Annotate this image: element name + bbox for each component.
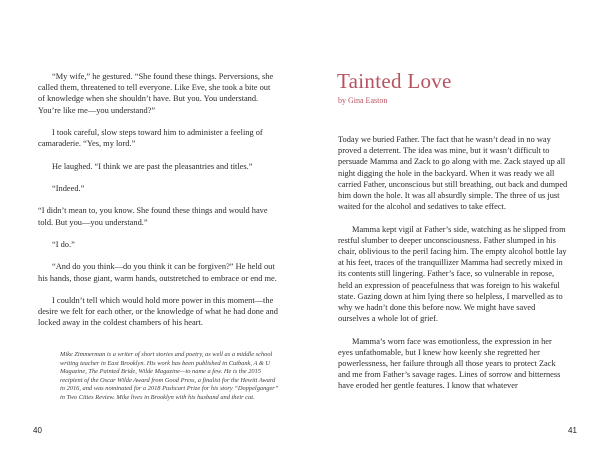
right-page [300, 0, 600, 463]
right-page-body [338, 134, 568, 403]
page-number-left: 40 [33, 426, 42, 435]
right-paragraph-1: Today we buried Father. The fact that he wasn’t dead in no way proved a deterrent. The idea was mine, but it wasn’t difficult to persuade Mamma and Zack to go along with me. Zack stayed up all night digging the hole in the backyard. When it was ready we all carried Father, unconscious but still breathing, out back and dumped him down the hole. It was all absurdly simple. The three of us just waited for the alcohol and sedatives to take effect. [338, 135, 568, 212]
right-paragraph-2: Mamma kept vigil at Father’s side, watching as he slipped from restful slumber to deeper unconsciousness. Father slumped in his chair, oblivious to the peril facing him. The empty alcohol bottle lay at his feet, traces of the tranquillizer Mamma had secretly mixed in its contents still lingering. Father’s face, so vulnerable in repose, held an expression of peacefulness that was foreign to his wakeful state. Gazing down at him lying there so helpless, I marvelled as to why we hadn’t done this before now. We might have saved ourselves a whole lot of grief. [338, 224, 567, 324]
left-page-body [38, 71, 278, 340]
author-bio: Mike Zimmerman is a writer of short stories and poetry, as well as a middle school writing teacher in East Brooklyn. His work has been published in Cutbank, A & U Magazine, The Painted Bride, Wilde Magazine—to name a few. He is the 2015 recipient of the Oscar Wilde Award from Good Press, a finalist for the Hewitt Award in 2016, and was nominated for a 2018 Pushcart Prize for his story “Doppelganger” in Two Cities Review. Mike lives in Brooklyn with his husband and their cat. [60, 351, 279, 401]
left-paragraph-6: “I do.” [52, 239, 75, 249]
story-title: Tainted Love [337, 69, 452, 93]
left-paragraph-5: “I didn’t mean to, you know. She found these things and would have told. But you—you understand.” [38, 206, 268, 227]
story-byline: by Gina Easton [338, 96, 388, 105]
left-paragraph-3: He laughed. “I think we are past the pleasantries and titles.” [52, 161, 253, 171]
right-paragraph-3: Mamma’s worn face was emotionless, the expression in her eyes unfathomable, but I knew how keenly she regretted her powerlessness, her failure through all those years to protect Zack and me from Father’s savage rages. Lines of sorrow and bitterness have eroded her gentle features. I know that whatever [338, 336, 561, 391]
left-paragraph-2: I took careful, slow steps toward him to administer a feeling of camaraderie. “Yes, my lord.” [38, 128, 263, 149]
left-paragraph-1: “My wife,” he gestured. “She found these things. Perversions, she called them, threatened to tell everyone. Like Eve, she took a bite out of knowledge when she shouldn’t have. But you. You understand. You’re like me—you understand?” [38, 72, 274, 115]
page-number-right: 41 [568, 426, 577, 435]
left-paragraph-7: “And do you think—do you think it can be forgiven?” He held out his hands, those giant, warm hands, outstretched to embrace or end me. [38, 262, 277, 283]
left-paragraph-8: I couldn’t tell which would hold more power in this moment—the desire we felt for each other, or the knowledge of what he had done and locked away in the coldest chambers of his heart. [38, 295, 278, 328]
left-paragraph-4: “Indeed.” [52, 183, 85, 193]
